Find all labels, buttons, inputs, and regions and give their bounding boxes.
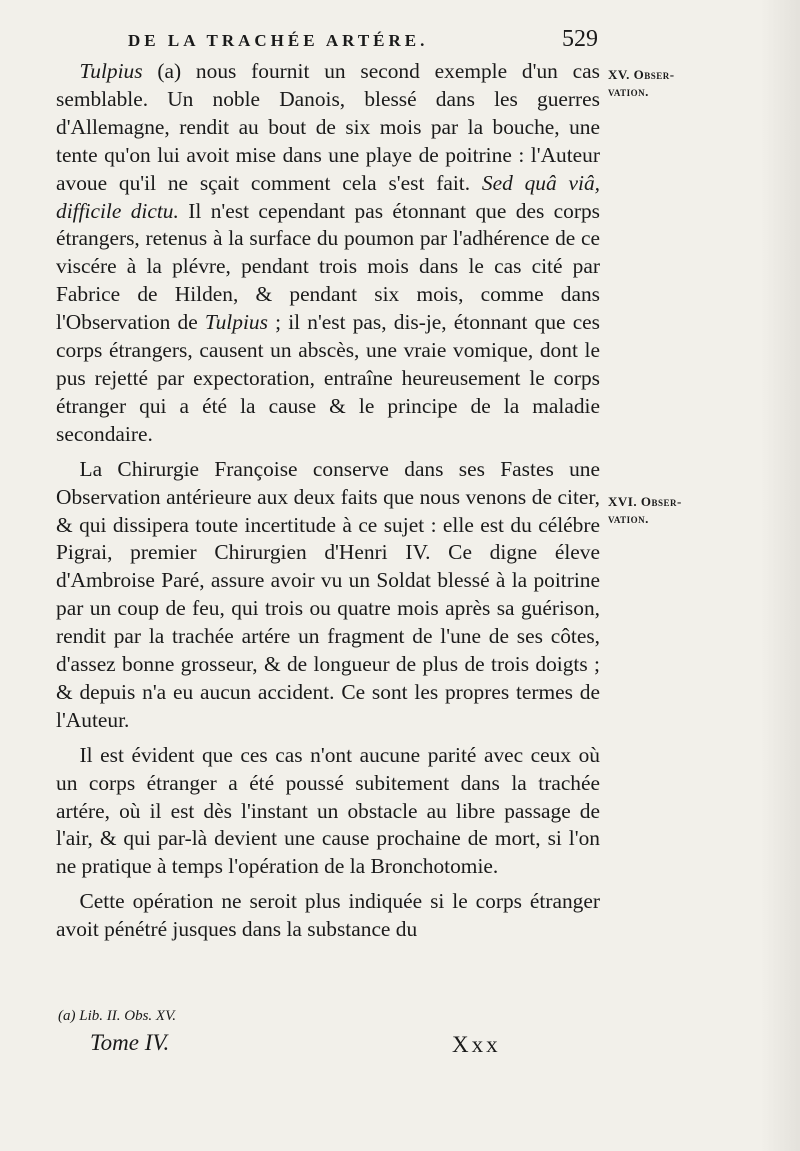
paragraph [56,888,600,944]
signature-mark: Xxx [452,1032,501,1057]
paragraph [56,742,600,882]
margin-note-line: XV. Obser- [608,67,675,82]
running-head: DE LA TRACHÉE ARTÉRE. [128,31,429,50]
text-segment: La Chirurgie Françoise conserve dans ses Fastes une Observation antérieure aux deux faits que nous venons de citer, & qui dissipera toute incertitude à ce sujet : elle est du célébre Pigrai, premier Chirurgien d'Henri IV. Ce digne éleve d'Ambroise Paré, assure avoir vu un Soldat blessé à la poitrine par un coup de feu, qui trois ou quatre mois après sa guérison, rendit par la trachée artére un fragment de l'une de ses côtes, d'assez bonne grosseur, & de longueur de plus de trois doigts ; & depuis n'a eu aucun accident. Ce sont les propres termes de l'Auteur. [56,456,600,732]
text-segment: Tulpius [79,59,143,83]
text-segment: Tulpius [204,310,268,335]
body-text [56,58,600,951]
margin-note-line: vation. [608,84,649,99]
volume-label: Tome IV. [90,1030,170,1055]
footnote: (a) Lib. II. Obs. XV. [58,1008,177,1024]
text-segment: Il n'est cependant pas étonnant que des corps étrangers, retenus à la surface du poumon par l'adhérence de ce viscére à la plévre, pendant trois mois dans le cas cité par Fabrice de Hilden, & pendant six mois, comme dans l'Observation de [56,198,600,335]
margin-note-line: vation. [608,511,649,526]
page-edge-shadow [760,0,800,1151]
text-segment: Il est évident que ces cas n'ont aucune parité avec ceux où un corps étranger a été poussé subitement dans la trachée artére, où il est dès l'instant un obstacle au libre passage de l'air, & qui par-là devient une cause prochaine de mort, si l'on ne pratique à temps l'opération de la Bronchotomie. [56,742,600,879]
text-segment: Sed quâ viâ, difficile dictu. [56,170,600,223]
margin-note-line: XVI. Obser- [608,494,682,509]
paragraph [56,58,600,449]
page-header [128,26,598,53]
paragraph [56,456,600,735]
text-segment: Cette opération ne seroit plus indiquée si le corps étranger avoit pénétré jusques dans la substance du [56,889,600,942]
text-segment: ; il n'est pas, dis-je, étonnant que ces corps étrangers, causent un abscès, une vraie vomique, dont le pus rejetté par expectoration, entraîne heureusement le corps étranger qui a été la cause & le principe de la maladie secondaire. [56,310,601,446]
page-number: 529 [562,26,598,52]
text-segment: (a) nous fournit un second exemple d'un cas semblable. Un noble Danois, blessé dans les guerres d'Allemagne, rendit au bout de six mois par la bouche, une tente qu'on lui avoit mise dans une playe de poitrine : l'Auteur avoue qu'il ne sçait comment cela s'est fait. [56,59,600,195]
